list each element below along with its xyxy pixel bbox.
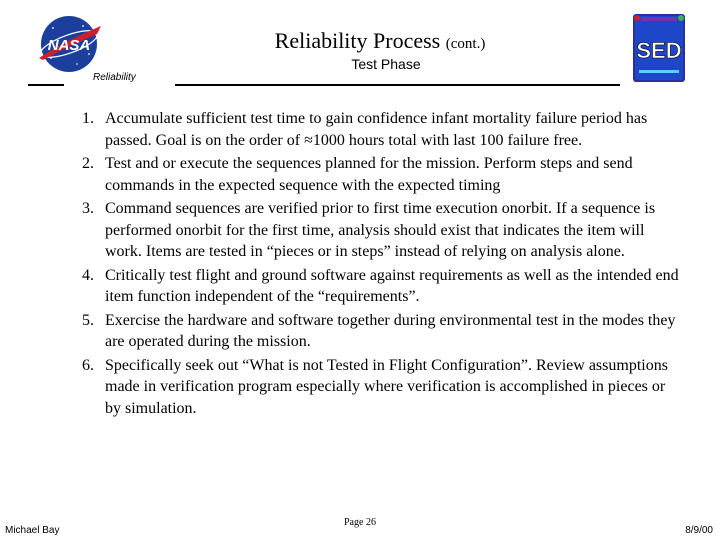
section-label: Reliability bbox=[93, 72, 136, 83]
list-item-text: Exercise the hardware and software together during environmental test in the modes they are operated during the mission. bbox=[105, 311, 676, 350]
list-item-number: 5. bbox=[82, 311, 94, 329]
list-item-number: 3. bbox=[82, 200, 94, 217]
list-item bbox=[82, 265, 682, 308]
title-main: Reliability Process bbox=[274, 28, 441, 53]
footer-date: 8/9/00 bbox=[685, 525, 713, 536]
list-item-number: 1. bbox=[82, 110, 94, 127]
page-subtitle: Test Phase bbox=[351, 56, 421, 72]
footer-author: Michael Bay bbox=[5, 525, 60, 536]
content-list bbox=[82, 108, 682, 421]
header-rule bbox=[175, 84, 620, 86]
list-item-text: Accumulate sufficient test time to gain confidence infant mortality failure period has passed. Goal is on the order of ≈1000 hours total with last 100 failure free. bbox=[105, 110, 648, 149]
list-item bbox=[82, 153, 682, 196]
list-item bbox=[82, 198, 682, 263]
sed-logo-text: SED bbox=[636, 38, 682, 63]
list-item-text: Specifically seek out “What is not Tested in Flight Configuration”. Review assumptions made in verification program especially where verification is accomplished in pieces or by simulation. bbox=[105, 356, 668, 417]
footer-page-number: Page 26 bbox=[344, 517, 376, 528]
list-item-text: Command sequences are verified prior to first time execution onorbit. If a sequence is performed onorbit for the first time, analysis should exist that indicates the item will work. Items are tested in “pieces or in steps” instead of relying on analysis alone. bbox=[105, 200, 656, 260]
list-item-text: Critically test flight and ground software against requirements as well as the intended end item function independent of the “requirements”. bbox=[105, 266, 679, 305]
list-item bbox=[82, 108, 682, 151]
list-item-number: 4. bbox=[82, 266, 94, 284]
list-item-number: 2. bbox=[82, 155, 94, 172]
header-rule-left bbox=[28, 84, 64, 86]
nasa-logo-text: NASA bbox=[47, 37, 91, 54]
page-title bbox=[0, 28, 720, 54]
list-item-number: 6. bbox=[82, 356, 94, 374]
list-item-text: Test and or execute the sequences planned for the mission. Perform steps and send commands in the expected sequence with the expected timing bbox=[105, 155, 633, 194]
list-item bbox=[82, 310, 682, 353]
title-suffix: (cont.) bbox=[445, 36, 486, 52]
list-item bbox=[82, 355, 682, 420]
